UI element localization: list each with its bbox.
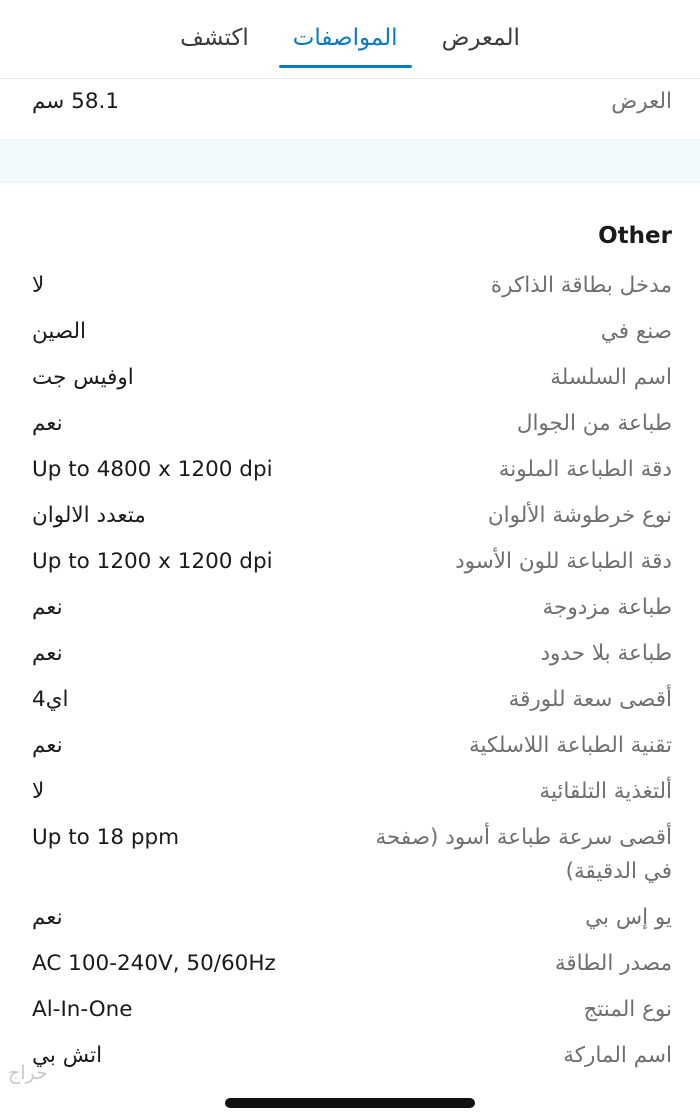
spec-label: صنع في	[600, 319, 672, 344]
section-title-other: Other	[598, 223, 672, 249]
table-row	[0, 895, 700, 941]
table-row	[0, 987, 700, 1033]
spec-label: دقة الطباعة للون الأسود	[455, 549, 672, 574]
spec-list-other	[0, 263, 700, 1079]
spec-value: نعم	[32, 641, 63, 666]
table-row	[0, 539, 700, 585]
table-row	[0, 815, 700, 895]
spec-label: أقصى سرعة طباعة أسود (صفحة في الدقيقة)	[375, 825, 672, 884]
section-gap	[0, 183, 700, 213]
tab-explore[interactable]: اكتشف	[180, 25, 249, 51]
table-row	[0, 79, 700, 125]
spec-label: طباعة مزدوجة	[542, 595, 672, 620]
spec-value: اوفيس جت	[32, 365, 134, 390]
spec-label: نوع المنتج	[583, 997, 672, 1022]
spec-label: طباعة بلا حدود	[540, 641, 672, 666]
spec-value: Up to 4800 x 1200 dpi	[32, 457, 273, 482]
spec-label: مدخل بطاقة الذاكرة	[490, 273, 672, 298]
spec-value: اي4	[32, 687, 69, 712]
table-row	[0, 493, 700, 539]
table-row	[0, 631, 700, 677]
spec-label: اسم السلسلة	[550, 365, 672, 390]
tab-bar	[0, 0, 700, 78]
spec-value: نعم	[32, 905, 63, 930]
table-row	[0, 769, 700, 815]
spec-value: نعم	[32, 411, 63, 436]
spec-value: Up to 1200 x 1200 dpi	[32, 549, 273, 574]
spec-label: دقة الطباعة الملونة	[498, 457, 672, 482]
spec-value: AC 100-240V, 50/60Hz	[32, 951, 276, 976]
table-row	[0, 401, 700, 447]
spec-label: مصدر الطاقة	[554, 951, 672, 976]
table-row	[0, 355, 700, 401]
table-row	[0, 447, 700, 493]
spec-label: طباعة من الجوال	[516, 411, 672, 436]
table-row	[0, 263, 700, 309]
table-row	[0, 723, 700, 769]
table-row	[0, 309, 700, 355]
spec-label: أقصى سعة للورقة	[508, 687, 672, 712]
spec-value: Al-In-One	[32, 997, 133, 1022]
spec-value: الصين	[32, 319, 87, 344]
spec-label: العرض	[611, 89, 672, 114]
section-divider-band	[0, 139, 700, 183]
spec-value: نعم	[32, 595, 63, 620]
table-row	[0, 585, 700, 631]
spec-label: تقنية الطباعة اللاسلكية	[469, 733, 672, 758]
table-row	[0, 677, 700, 723]
spec-value: متعدد الالوان	[32, 503, 146, 528]
table-row	[0, 1033, 700, 1079]
spec-value: اتش بي	[32, 1043, 103, 1068]
spec-value: لا	[32, 273, 45, 298]
spec-label: اسم الماركة	[563, 1043, 672, 1068]
tab-gallery[interactable]: المعرض	[441, 25, 520, 51]
spec-label: نوع خرطوشة الألوان	[487, 503, 672, 528]
spec-label: ألتغذية التلقائية	[539, 779, 672, 804]
tab-specifications[interactable]: المواصفات	[271, 22, 420, 68]
watermark-text: حراج	[8, 1062, 48, 1084]
spec-value: لا	[32, 779, 45, 804]
home-indicator[interactable]	[225, 1098, 475, 1108]
table-row	[0, 941, 700, 987]
spec-value: نعم	[32, 733, 63, 758]
system-navigation-bar	[0, 1092, 700, 1114]
spec-value: 58.1 سم	[32, 89, 120, 114]
spec-label: يو إس بي	[585, 905, 672, 930]
spec-list-top	[0, 79, 700, 125]
spec-value: Up to 18 ppm	[32, 825, 180, 850]
